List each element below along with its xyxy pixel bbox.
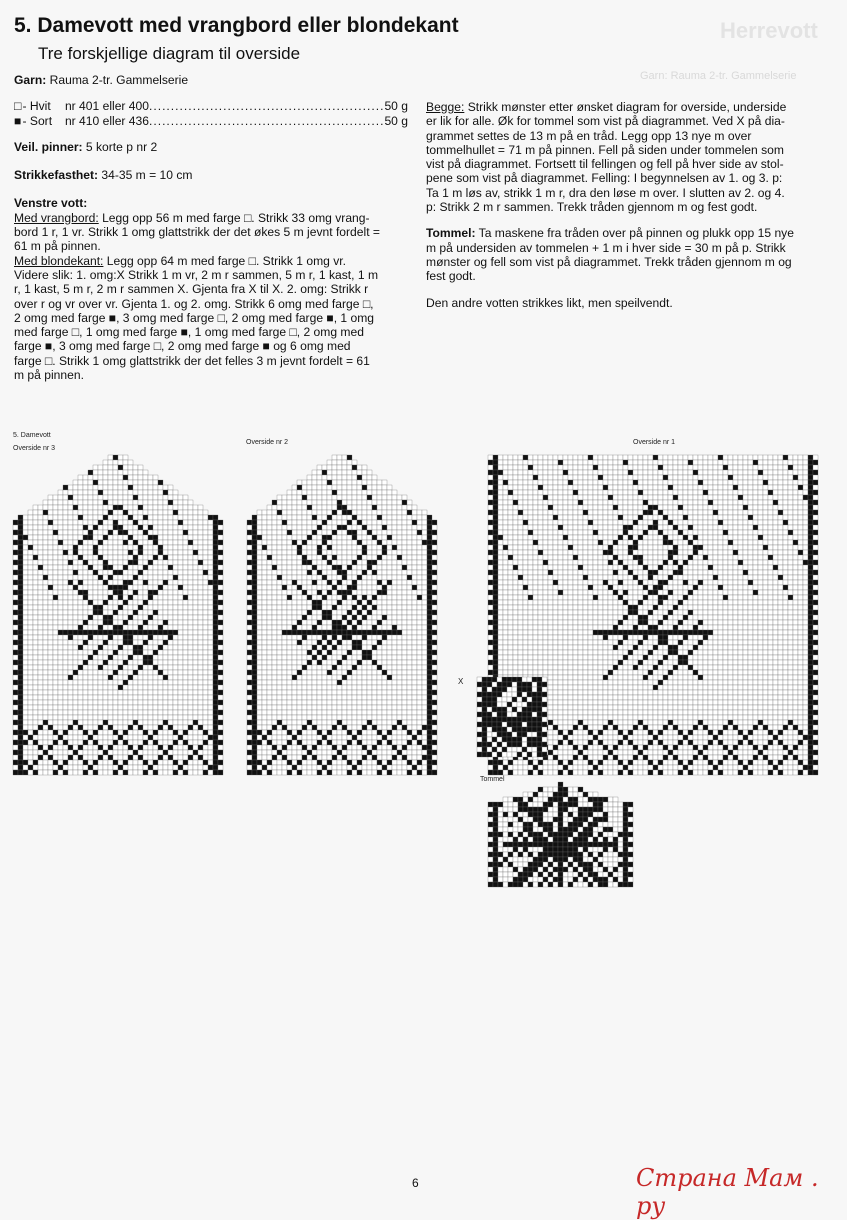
mitten-chart-2 (247, 450, 440, 775)
gauge-line (14, 168, 408, 182)
tommel-line (426, 226, 822, 240)
left-column (14, 73, 408, 382)
thumb-gusset-chart (477, 672, 547, 756)
vrangbord-text: 61 m på pinnen. (14, 239, 101, 254)
blondekant-text: med farge □, 1 omg med farge ■, 1 omg med farge □, 2 omg med (14, 325, 364, 340)
gauge-label: Strikkefasthet: (14, 168, 99, 183)
yarn-label: Garn: (14, 73, 47, 87)
tommel-text: fest godt. (426, 269, 476, 284)
begge-text: grammet settes de 13 m på en tråd. Legg opp 13 nye m over (426, 128, 752, 143)
blondekant-text: m på pinnen. (14, 368, 84, 383)
begge-line (426, 100, 822, 114)
vrangbord-line (14, 211, 408, 225)
yarn-weight: 50 g (384, 99, 408, 114)
left-vott-heading: Venstre vott: (14, 196, 88, 211)
right-column (426, 100, 822, 320)
black-square-icon: ■ (14, 113, 22, 128)
tommel-text: mønster og fell som vist på diagrammet. Trekk tråden gjennom m og (426, 254, 792, 269)
ghost-title: Herrevott (720, 18, 818, 43)
blondekant-text: Legg opp 64 m med farge □. Strikk 1 omg vr. (103, 253, 346, 268)
yarn-row-black (14, 114, 408, 128)
vrangbord-text: bord 1 r, 1 vr. Strikk 1 omg glattstrikk der det økes 5 m jevnt fordelt = (14, 225, 380, 240)
thumb-label: Tommel (480, 776, 505, 783)
gauge-value: 34-35 m = 10 cm (101, 168, 193, 183)
blondekant-text: r, 1 kast, 5 m r, 2 m r sammen X. Gjenta fra X til X. 2. omg: Strikk r (14, 282, 369, 297)
tommel-label: Tommel: (426, 226, 476, 241)
chart1-title: 5. Damevott (13, 432, 51, 439)
begge-text: Ta 1 m løs av, strikk 1 m r, dra den løse m over. I slutten av 2. og 4. (426, 185, 785, 200)
tommel-text: m på undersiden av tommelen + 1 m i hver side = 30 m på p. Strikk (426, 240, 786, 255)
left-vott-section (14, 196, 408, 382)
leader-dots: ...................................................... (148, 113, 385, 128)
yarn-color-name: - Sort (22, 113, 53, 128)
page-title: 5. Damevott med vrangbord eller blondekant (14, 14, 459, 37)
needles-value: 5 korte p nr 2 (85, 139, 158, 154)
thumb-chart (488, 782, 634, 890)
vrangbord-text: Legg opp 56 m med farge □. Strikk 33 omg vrang- (98, 210, 370, 225)
yarn-value: Rauma 2-tr. Gammelserie (49, 73, 189, 87)
blondekant-text: farge ■, 3 omg med farge □, 2 omg med farge ■ og 6 omg med (14, 339, 351, 354)
begge-label: Begge: (426, 100, 465, 114)
begge-text: er lik for alle. Øk for tommel som vist på diagrammet. Ved X på dia- (426, 114, 785, 129)
leader-dots: ...................................................... (148, 99, 385, 114)
blondekant-text: Videre slik: 1. omg:X Strikk 1 m vr, 2 m r sammen, 5 m r, 1 kast, 1 m (14, 267, 379, 282)
chart3-label: Overside nr 1 (633, 439, 676, 446)
needles-line (14, 140, 408, 154)
mitten-chart-3 (13, 450, 226, 775)
yarn-line (14, 73, 408, 87)
ghost-yarn-line: Garn: Rauma 2-tr. Gammelserie (640, 70, 797, 82)
tommel-text: Ta maskene fra tråden over på pinnen og plukk opp 15 nye (475, 226, 794, 241)
vrangbord-label: Med vrangbord: (14, 210, 99, 225)
yarn-color-number: nr 410 eller 436 (64, 113, 149, 128)
blondekant-text: farge □. Strikk 1 omg glattstrikk der det felles 3 m jevnt fordelt = 61 (14, 353, 370, 368)
begge-text: p: Strikk 2 m r sammen. Trekk tråden gjennom m og fest godt. (426, 200, 758, 215)
watermark: Страна Мам . ру (636, 1164, 819, 1220)
begge-text: tommelhullet = 71 m på pinnen. Fell på siden under tommelen som (426, 142, 784, 157)
begge-text: pene som vist på diagrammet. Felling: I begynnelsen av 1. og 3. p: (426, 171, 783, 186)
chart2-label: Overside nr 2 (246, 439, 289, 446)
page-number: 6 (412, 1176, 419, 1190)
needles-label: Veil. pinner: (14, 139, 83, 154)
yarn-color-number: nr 401 eller 400 (64, 99, 149, 114)
begge-text: Strikk mønster etter ønsket diagram for overside, underside (464, 100, 787, 114)
yarn-weight: 50 g (384, 113, 408, 128)
x-marker: X (458, 677, 464, 686)
blondekant-label: Med blondekant: (14, 253, 104, 268)
chart1-label: Overside nr 3 (13, 445, 56, 452)
tommel-paragraph (426, 226, 822, 283)
blondekant-text: over r og vr over vr. Gjenta 1. og 2. omg. Strikk 6 omg med farge □, (14, 296, 374, 311)
yarn-color-name: - Hvit (22, 99, 51, 114)
other-mitten-note: Den andre votten strikkes likt, men speilvendt. (426, 295, 673, 310)
blondekant-line (14, 254, 408, 268)
white-square-icon: □ (14, 99, 22, 114)
blondekant-text: 2 omg med farge ■, 3 omg med farge □, 2 omg med farge ■, 1 omg (14, 310, 375, 325)
yarn-row-white (14, 99, 408, 113)
page-subtitle: Tre forskjellige diagram til overside (38, 44, 301, 63)
begge-text: vist på diagrammet. Fortsett til fellingen og fell på hver side av stol- (426, 157, 784, 172)
begge-paragraph (426, 100, 822, 214)
